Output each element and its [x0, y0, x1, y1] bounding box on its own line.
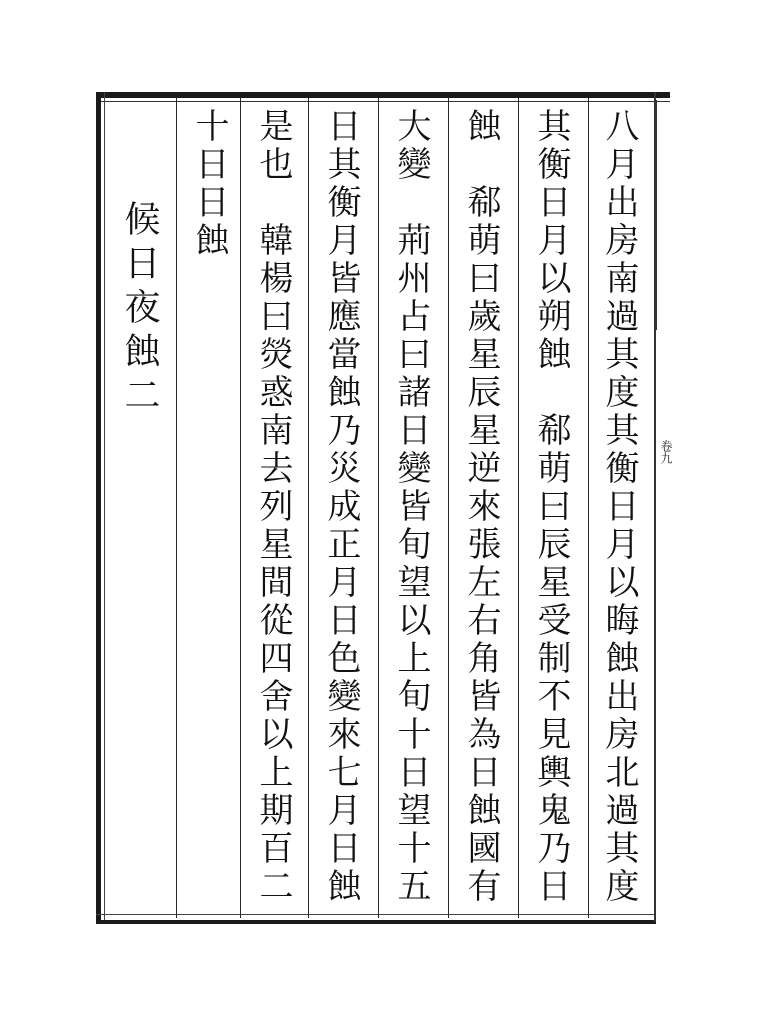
text-column-5: 日其衡月皆應當蝕乃災成正月日色變來七月日蝕	[321, 108, 361, 906]
column-rule	[448, 98, 449, 918]
fold-margin	[656, 100, 671, 330]
column-rule	[518, 98, 519, 918]
text-column-4: 大變 荊州占曰諸日變皆旬望以上旬十日望十五	[391, 108, 431, 906]
column-rule	[176, 98, 177, 918]
column-rule	[308, 98, 309, 918]
text-column-7: 十日日蝕	[189, 108, 229, 260]
frame-bottom-border	[96, 920, 656, 924]
text-column-1: 八月出房南過其度其衡日月以晦蝕出房北過其度	[599, 108, 639, 906]
column-rule	[240, 98, 241, 918]
frame-top-inner-line	[96, 101, 670, 102]
frame-left-inner-line	[104, 92, 105, 922]
text-column-2: 其衡日月以朔蝕 郗萌曰辰星受制不見輿鬼乃日	[531, 108, 571, 906]
text-column-6: 是也 韓楊曰熒惑南去列星間從四舍以上期百二	[253, 108, 293, 906]
section-heading-note: 候日夜蝕二	[119, 200, 160, 420]
column-rule	[378, 98, 379, 918]
frame-left-border	[96, 92, 101, 922]
juan-mark: 卷九	[659, 440, 673, 464]
frame-bottom-inner-line	[96, 914, 656, 915]
text-column-3: 蝕 郗萌曰歲星辰星逆來張左右角皆為日蝕國有	[461, 108, 501, 906]
column-rule	[588, 98, 589, 918]
frame-top-border	[96, 92, 670, 98]
